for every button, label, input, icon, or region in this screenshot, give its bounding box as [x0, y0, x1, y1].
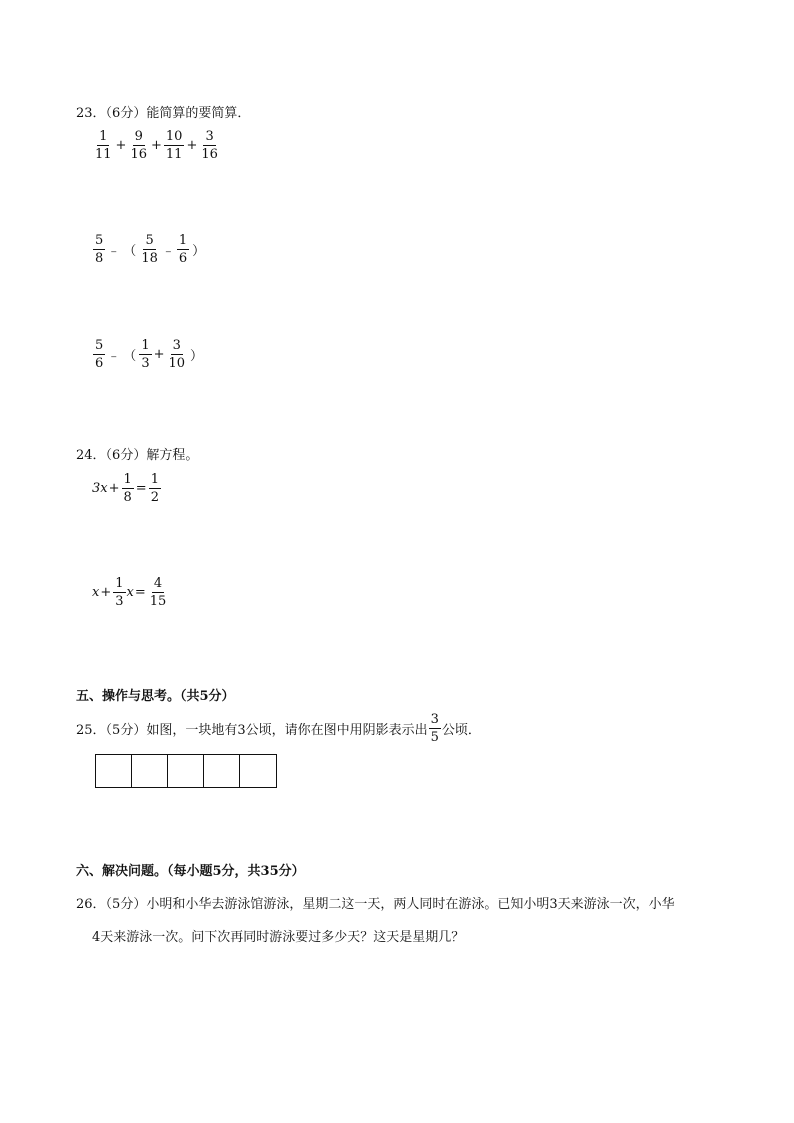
minus-sign: ﹣ [161, 244, 175, 259]
q26-line2: 4天来游泳一次。问下次再同时游泳要过多少天？这天是星期几？ [92, 930, 465, 945]
numerator: 5 [145, 233, 154, 248]
fraction [167, 339, 188, 370]
section-five-title: 五、操作与思考。（共5分） [76, 689, 235, 704]
fraction [199, 130, 220, 161]
grid-cell[interactable] [204, 755, 240, 787]
fraction [128, 130, 149, 161]
fraction [139, 339, 151, 370]
fraction [122, 473, 134, 504]
denominator: 16 [201, 147, 218, 162]
q26-line1: 26．（5分）小明和小华去游泳馆游泳，星期二这一天，两人同时在游泳。已知小明3天来游泳一次，小华 [76, 897, 675, 912]
plus-sign: + [151, 138, 162, 153]
denominator: 6 [178, 251, 188, 266]
q25-suffix: 公顷． [441, 723, 481, 738]
variable: x [92, 585, 100, 600]
q23-heading: 23．（6分）能简算的要简算． [76, 106, 251, 121]
right-paren: ） [190, 349, 204, 364]
plus-sign: + [153, 347, 165, 362]
q23-expr1 [92, 130, 221, 161]
numerator: 1 [115, 576, 124, 591]
fraction [429, 713, 441, 744]
plus-sign: + [100, 585, 112, 600]
numerator: 3 [205, 129, 214, 144]
grid-cell[interactable] [132, 755, 168, 787]
plus-sign: + [115, 138, 127, 153]
variable: 3x [92, 481, 108, 496]
fraction [139, 234, 160, 265]
numerator: 1 [178, 233, 188, 248]
q24-equation1 [92, 473, 162, 504]
fraction [113, 577, 125, 608]
denominator: 15 [149, 594, 167, 609]
denominator: 11 [165, 147, 183, 162]
equals-sign: = [134, 585, 146, 600]
section-six-title: 六、解决问题。（每小题5分，共35分） [76, 864, 305, 879]
denominator: 11 [95, 147, 112, 162]
fraction [93, 339, 105, 370]
fraction [177, 234, 189, 265]
grid-cell[interactable] [168, 755, 204, 787]
fraction [148, 577, 169, 608]
q23-expr3 [92, 339, 205, 370]
numerator: 3 [172, 338, 181, 353]
denominator: 16 [130, 147, 147, 162]
numerator: 10 [165, 129, 183, 144]
denominator: 5 [430, 730, 439, 745]
denominator: 8 [95, 251, 104, 266]
denominator: 3 [141, 356, 150, 371]
numerator: 1 [123, 472, 132, 487]
fraction [164, 130, 185, 161]
q24-heading: 24．（6分）解方程。 [76, 448, 199, 463]
denominator: 3 [115, 594, 124, 609]
q25-prefix: 25．（5分）如图，一块地有3公顷，请你在图中用阴影表示出 [76, 723, 428, 738]
minus-sign: ﹣ [107, 244, 121, 259]
fraction [93, 234, 105, 265]
plus-sign: + [186, 138, 198, 153]
numerator: 5 [95, 233, 104, 248]
denominator: 2 [150, 490, 159, 505]
minus-sign: ﹣ [107, 349, 121, 364]
numerator: 1 [141, 338, 150, 353]
numerator: 9 [134, 129, 143, 144]
q25-text [76, 713, 481, 744]
q24-equation2 [92, 577, 169, 608]
numerator: 3 [430, 712, 439, 727]
numerator: 4 [153, 576, 163, 591]
denominator: 6 [95, 356, 104, 371]
numerator: 1 [150, 472, 159, 487]
grid-cell[interactable] [96, 755, 132, 787]
equals-sign: = [135, 481, 147, 496]
fraction [93, 130, 114, 161]
q23-expr2 [92, 234, 207, 265]
left-paren: （ [123, 349, 137, 364]
denominator: 10 [168, 356, 186, 371]
right-paren: ） [192, 244, 206, 259]
numerator: 1 [99, 129, 108, 144]
fraction [149, 473, 161, 504]
land-grid [95, 754, 277, 788]
grid-cell[interactable] [240, 755, 276, 787]
variable: x [126, 585, 134, 600]
denominator: 8 [123, 490, 132, 505]
plus-sign: + [108, 481, 120, 496]
left-paren: （ [123, 244, 137, 259]
numerator: 5 [95, 338, 104, 353]
denominator: 18 [141, 251, 158, 266]
